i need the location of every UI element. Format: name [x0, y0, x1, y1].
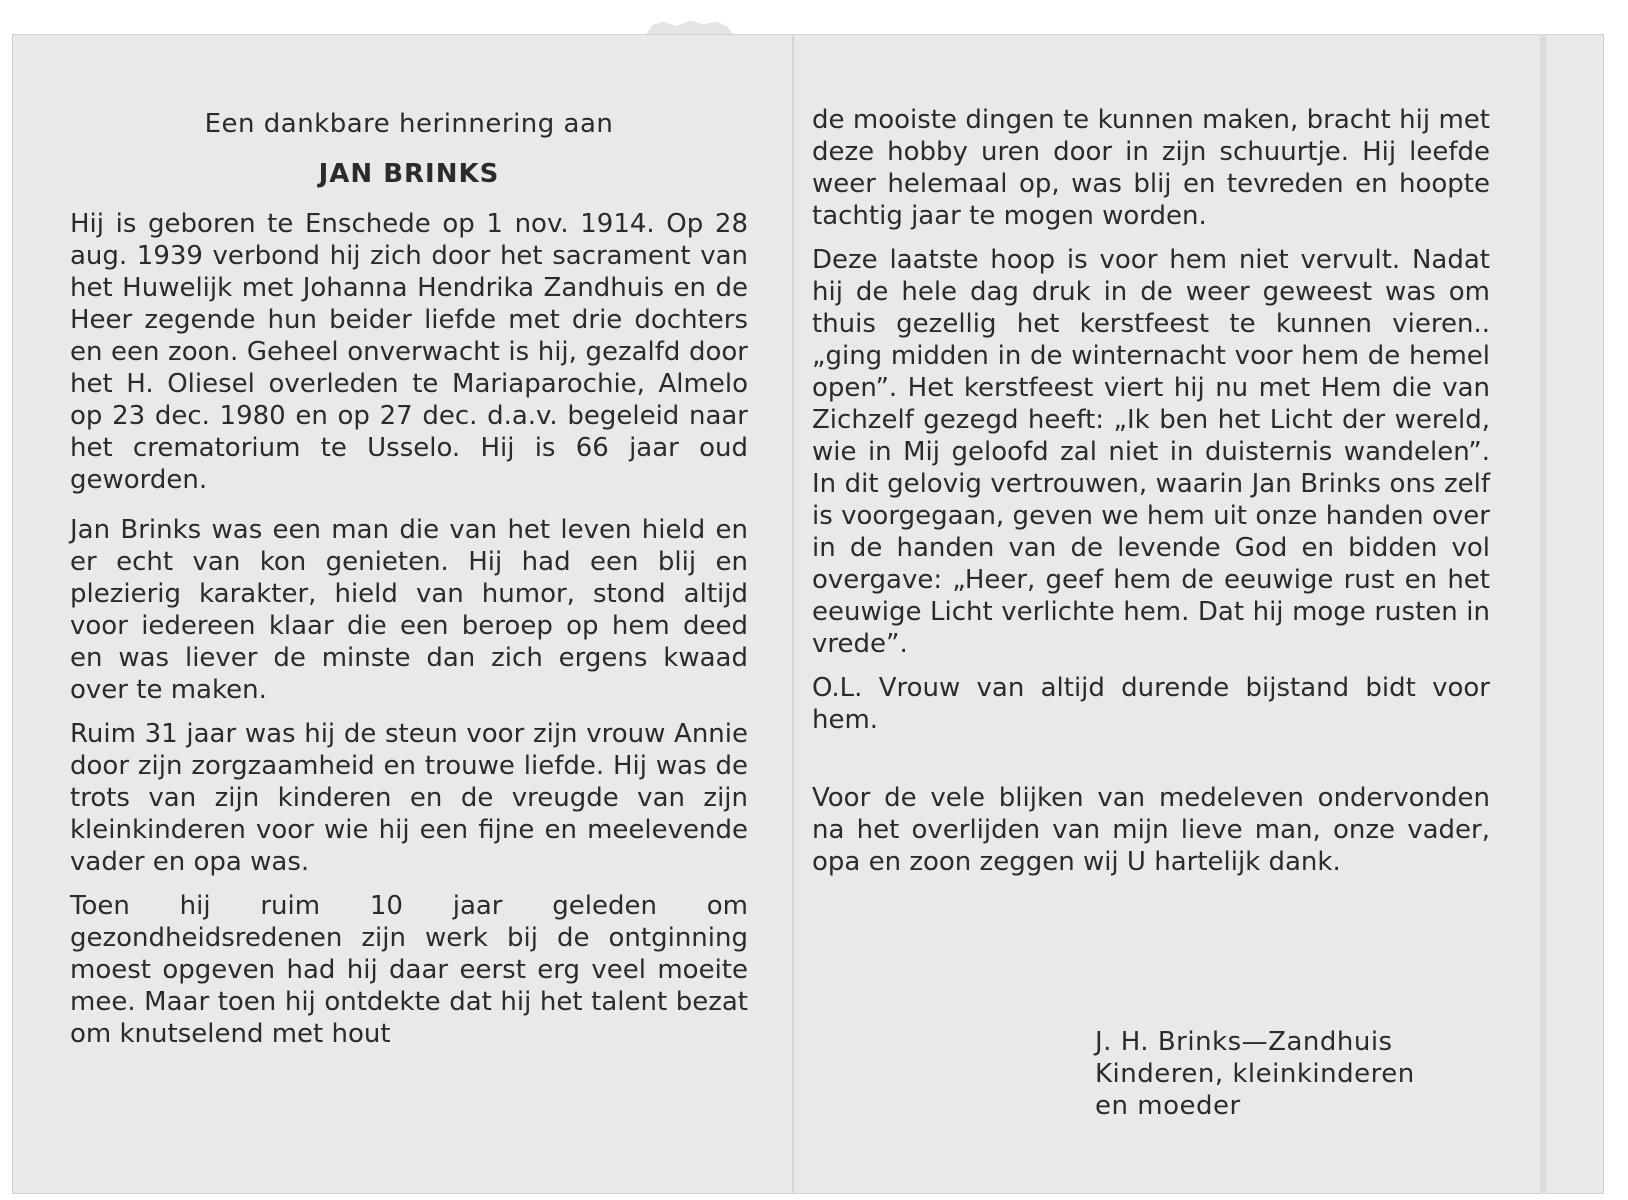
- left-column: [70, 108, 748, 1062]
- paragraph-thanks: Voor de vele blijken van medeleven ondervonden na het overlijden van mijn lieve man, onze vader, opa en zoon zeggen wij U hartelijk dank.: [812, 783, 1490, 877]
- paragraph-hobby: de mooiste dingen te kunnen maken, bracht hij met deze hobby uren door in zijn schuurtje. Hij leefde weer helemaal op, was blij en tevreden en hoopte tachtig jaar te mogen worden.: [812, 105, 1490, 231]
- signature-line: en moeder: [1095, 1091, 1241, 1121]
- deceased-name: JAN BRINKS: [318, 159, 500, 189]
- paper-edge-shadow: [1540, 34, 1546, 1194]
- signature-line: J. H. Brinks—Zandhuis: [1095, 1027, 1393, 1057]
- fold-line: [792, 34, 794, 1194]
- paragraph-biography: Hij is geboren te Enschede op 1 nov. 1914. Op 28 aug. 1939 verbond hij zich door het sacrament van het Huwelijk met Johanna Hendrika Zandhuis en de Heer zegende hun beider liefde met drie dochters en een zoon. Geheel onverwacht is hij, gezalfd door het H. Oliesel overleden te Mariaparochie, Almelo op 23 dec. 1980 en op 27 dec. d.a.v. begeleid naar het crematorium te Usselo. Hij is 66 jaar oud geworden.: [70, 209, 748, 495]
- paragraph-prayer: O.L. Vrouw van altijd durende bijstand bidt voor hem.: [812, 673, 1490, 735]
- paragraph-family: Ruim 31 jaar was hij de steun voor zijn vrouw Annie door zijn zorgzaamheid en trouwe liefde. Hij was de trots van zijn kinderen en de vreugde van zijn kleinkinderen voor wie hij een fijne en meelevende vader en opa was.: [70, 719, 748, 877]
- intro-line: Een dankbare herinnering aan: [204, 109, 614, 139]
- signature-line: Kinderen, kleinkinderen: [1095, 1059, 1415, 1089]
- paragraph-character: Jan Brinks was een man die van het leven hield en er echt van kon genieten. Hij had een blij en plezierig karakter, hield van humor, stond altijd voor iedereen klaar die een beroep op hem deed en was liever de minste dan zich ergens kwaad over te maken.: [70, 515, 748, 705]
- paragraph-work: Toen hij ruim 10 jaar geleden om gezondheidsredenen zijn werk bij de ontginning moest opgeven had hij daar eerst erg veel moeite mee. Maar toen hij ontdekte dat hij het talent bezat om knutselend met hout: [70, 891, 748, 1049]
- right-column: [812, 104, 1490, 890]
- signature-block: [1095, 1026, 1415, 1122]
- paragraph-faith: Deze laatste hoop is voor hem niet vervult. Nadat hij de hele dag druk in de weer geweest was om thuis gezellig het kerstfeest te kunnen vieren.. „ging midden in de winternacht voor hem de hemel open”. Het kerstfeest viert hij nu met Hem die van Zichzelf gezegd heeft: „Ik ben het Licht der wereld, wie in Mij geloofd zal niet in duisternis wandelen”. In dit gelovig vertrouwen, waarin Jan Brinks ons zelf is voorgegaan, geven we hem uit onze handen over in de handen van de levende God en bidden vol overgave: „Heer, geef hem de eeuwige rust en het eeuwige Licht verlichte hem. Dat hij moge rusten in vrede”.: [812, 245, 1490, 659]
